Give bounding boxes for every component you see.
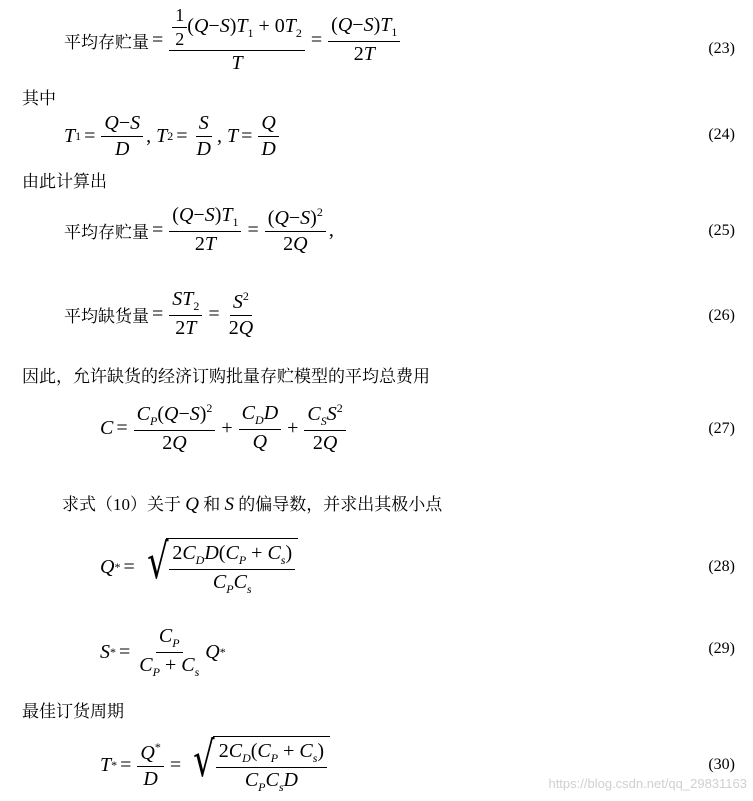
equation-29: S * = $\frac{C_P}{C_P + C_s}$ Q * <box>100 624 226 679</box>
equation-24: T 1 = $\frac{Q-S}{D}$ , T 2 = $\frac{S}{D}$ , T = $\frac{Q}{D}$ <box>64 108 282 164</box>
equation-28: Q * = √ $\frac{2C_DD(C_P + C_s)}{C_PC_s}$ <box>100 534 298 600</box>
watermark-url: https://blog.csdn.net/qq_29831163 <box>548 776 747 791</box>
equation-number-25: (25) <box>708 222 735 239</box>
equation-number-30: (30) <box>708 756 735 773</box>
avg-storage-label-2: 平均存贮量 <box>64 222 149 242</box>
equation-26: 平均缺货量 = $\frac{ST_2}{2T}$ = $\frac{S^2}{2Q}$ <box>64 288 254 339</box>
text-best-cycle: 最佳订货周期 <box>22 702 124 721</box>
equation-number-27: (27) <box>708 420 735 437</box>
equation-number-28: (28) <box>708 558 735 575</box>
text-qiushi: 求式（10）关于 Q 和 S 的偏导数，并求出其极小点 <box>62 494 443 515</box>
equation-number-26: (26) <box>708 307 735 324</box>
equation-number-23: (23) <box>708 40 735 57</box>
avg-storage-label: 平均存贮量 <box>64 32 149 52</box>
equation-27: C = $\frac{C_P(Q-S)^2}{2Q}$ + $\frac{C_DD}{Q}$ + $\frac{C_SS^2}{2Q}$ <box>100 398 349 458</box>
equation-number-24: (24) <box>708 126 735 143</box>
avg-shortage-label: 平均缺货量 <box>64 306 149 326</box>
equation-25: 平均存贮量 = $\frac{(Q-S)T_1}{2T}$ = $\frac{(Q-S)^2}{2Q}$ , <box>64 204 334 255</box>
equation-30: T * = $\frac{Q^*}{D}$ = √ $\frac{2C_D(C_P + C_s)}{C_PC_sD}$ <box>100 732 330 798</box>
equation-23: 平均存贮量 = $\frac{1}{2}$ $(Q-S)T_1 + 0T_2$ T = $\frac{(Q-S)T_1}{2T}$ <box>64 0 403 80</box>
text-qizhong: 其中 <box>22 89 56 108</box>
equation-number-29: (29) <box>708 640 735 657</box>
text-youci: 由此计算出 <box>22 172 107 191</box>
text-yinci: 因此，允许缺货的经济订购批量存贮模型的平均总费用 <box>22 367 430 386</box>
